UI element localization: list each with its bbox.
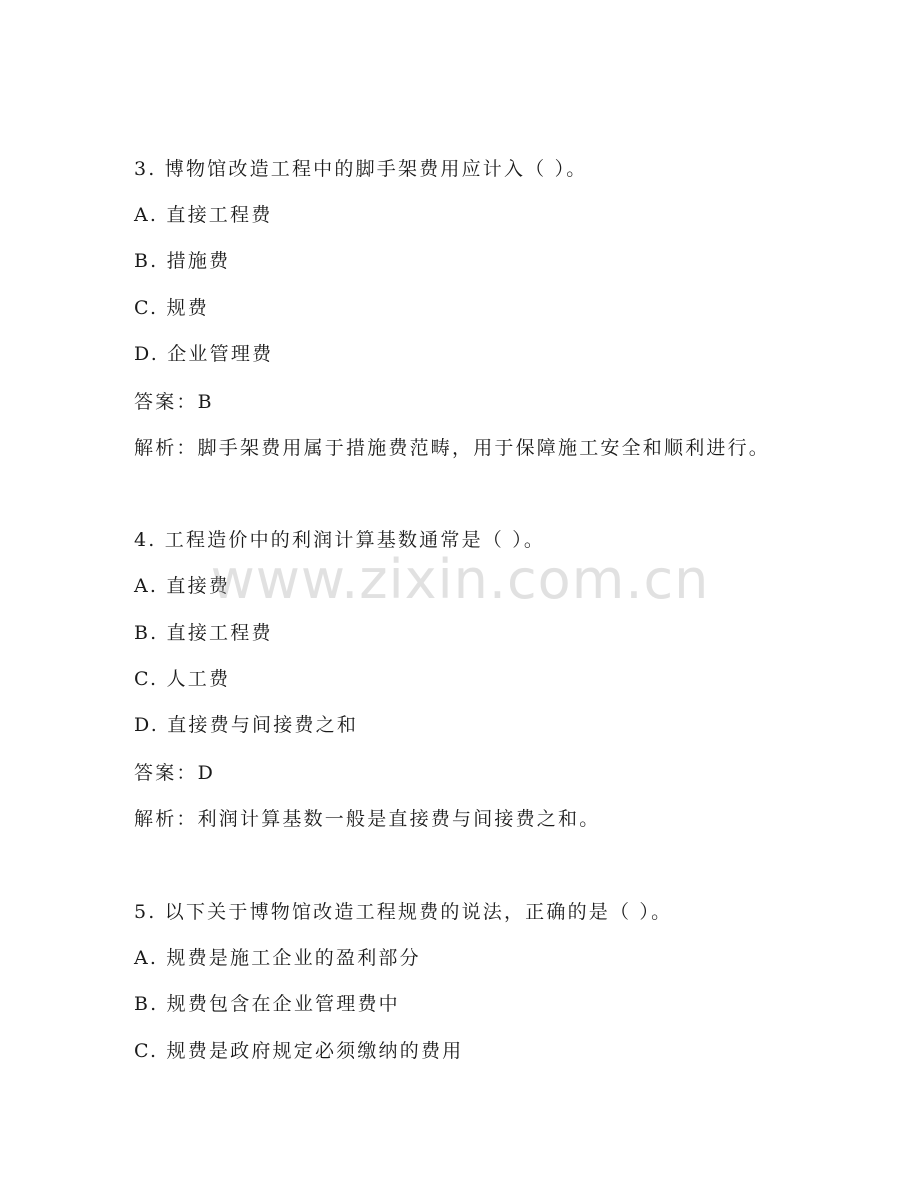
question-3-analysis: 解析：脚手架费用属于措施费范畴，用于保障施工安全和顺利进行。 — [134, 437, 771, 459]
question-4-option-d: D. 直接费与间接费之和 — [134, 714, 359, 736]
question-4-analysis: 解析：利润计算基数一般是直接费与间接费之和。 — [134, 808, 601, 830]
question-4-answer: 答案：D — [134, 762, 216, 784]
question-5-option-a: A. 规费是施工企业的盈利部分 — [134, 947, 421, 969]
question-3-stem: 3. 博物馆改造工程中的脚手架费用应计入（ ）。 — [134, 158, 588, 180]
question-5-option-c: C. 规费是政府规定必须缴纳的费用 — [134, 1040, 464, 1062]
question-4-option-c: C. 人工费 — [134, 668, 231, 690]
question-3-option-c: C. 规费 — [134, 297, 209, 319]
question-4-stem: 4. 工程造价中的利润计算基数通常是（ ）。 — [134, 529, 546, 551]
site-watermark: www.zixin.com.cn — [210, 548, 710, 611]
question-3-option-a: A. 直接工程费 — [134, 204, 273, 226]
question-4-option-a: A. 直接费 — [134, 575, 231, 597]
question-5-stem: 5. 以下关于博物馆改造工程规费的说法，正确的是（ ）。 — [134, 901, 673, 923]
question-4-option-b: B. 直接工程费 — [134, 622, 273, 644]
question-5-option-b: B. 规费包含在企业管理费中 — [134, 993, 400, 1015]
question-3-answer: 答案：B — [134, 391, 214, 413]
question-3-option-b: B. 措施费 — [134, 250, 231, 272]
question-3-option-d: D. 企业管理费 — [134, 343, 274, 365]
